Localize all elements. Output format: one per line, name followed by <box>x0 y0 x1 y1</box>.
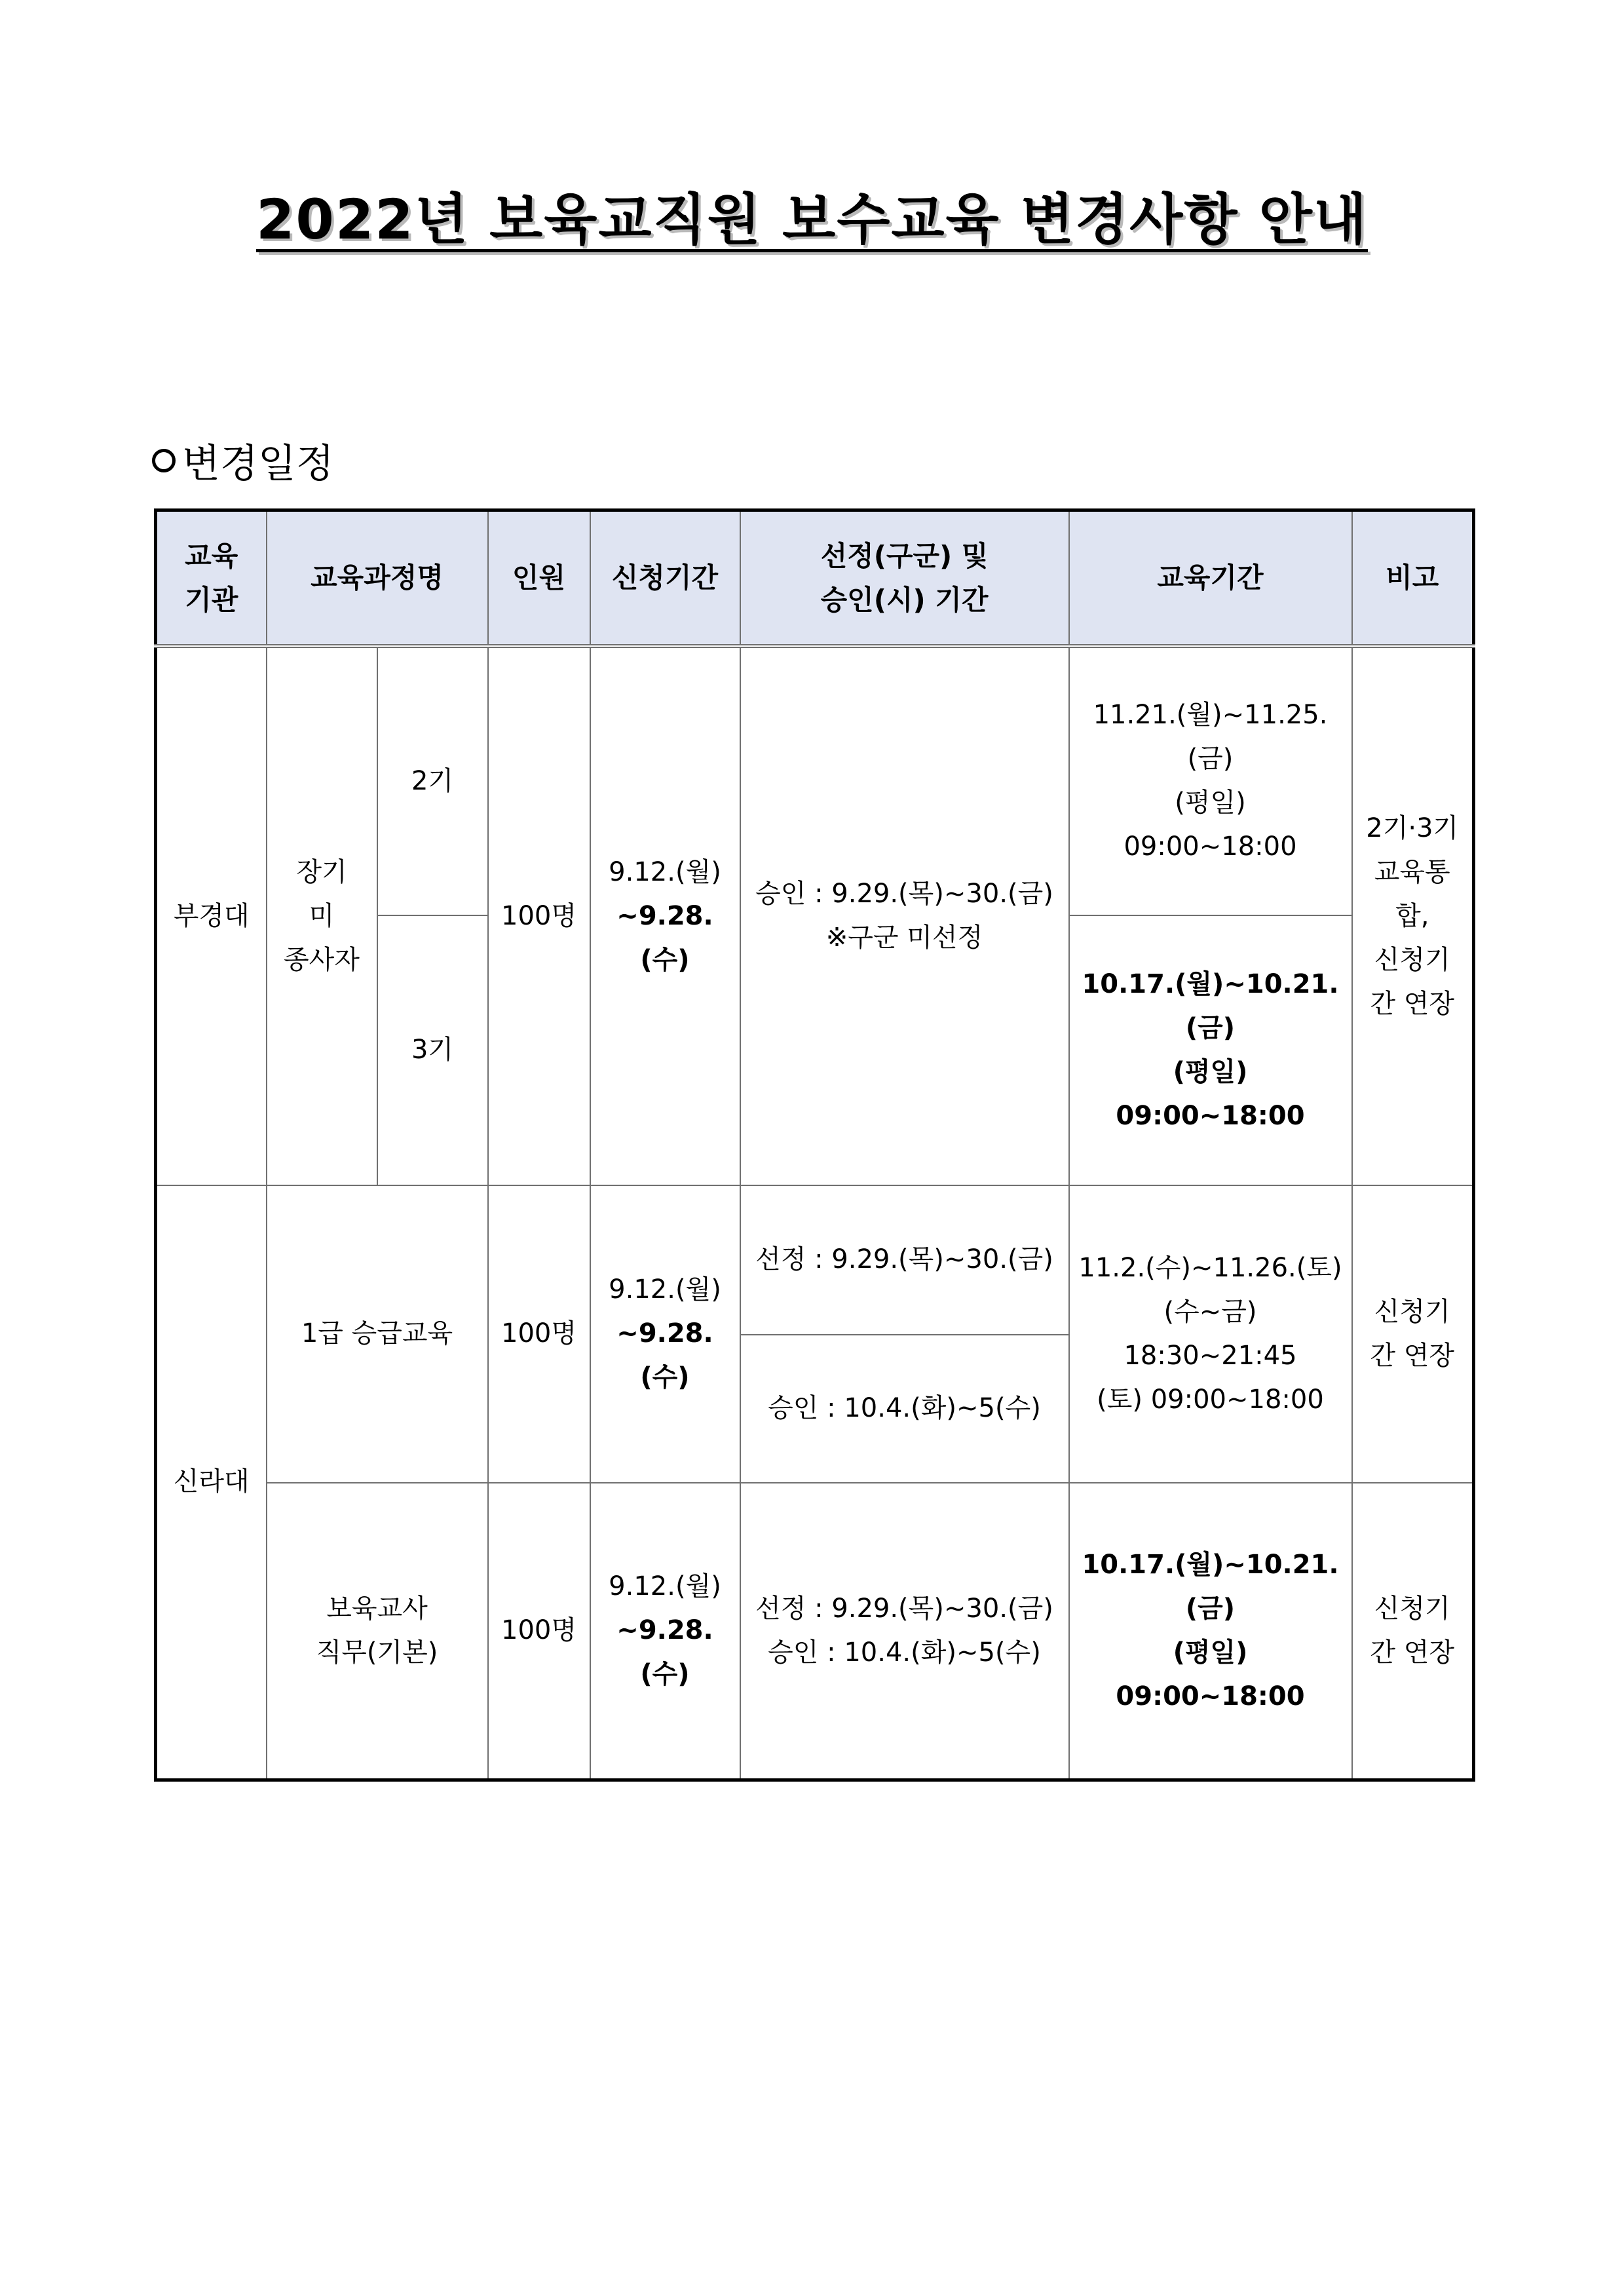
header-institution: 교육 기관 <box>156 510 267 646</box>
silla-course-2: 보육교사 직무(기본) <box>267 1483 488 1780</box>
silla-edu-period-2: 10.17.(월)~10.21.(금) (평일) 09:00~18:00 <box>1069 1483 1352 1780</box>
busan-apply-period: 9.12.(월) ~9.28.(수) <box>590 646 740 1185</box>
busan-approval: 승인 : 9.29.(목)~30.(금) ※구군 미선정 <box>740 646 1069 1185</box>
busan-note: 2기·3기 교육통 합, 신청기 간 연장 <box>1352 646 1474 1185</box>
busan-course: 장기 미 종사자 <box>267 646 377 1185</box>
silla-approval-1: 승인 : 10.4.(화)~5(수) <box>740 1335 1069 1483</box>
header-approval-period: 선정(구군) 및 승인(시) 기간 <box>740 510 1069 646</box>
schedule-table <box>154 508 1475 1782</box>
circle-bullet-icon <box>152 449 176 472</box>
silla-selection-1: 선정 : 9.29.(목)~30.(금) <box>740 1185 1069 1335</box>
table-row <box>156 646 1474 915</box>
header-apply-period: 신청기간 <box>590 510 740 646</box>
silla-edu-period-1: 11.2.(수)~11.26.(토) (수~금) 18:30~21:45 (토) 09:00~18:00 <box>1069 1185 1352 1483</box>
silla-note-2: 신청기 간 연장 <box>1352 1483 1474 1780</box>
busan-edu-period-3: 10.17.(월)~10.21.(금) (평일) 09:00~18:00 <box>1069 915 1352 1185</box>
silla-approval-2: 선정 : 9.29.(목)~30.(금) 승인 : 10.4.(화)~5(수) <box>740 1483 1069 1780</box>
page-title <box>0 176 1624 255</box>
silla-apply-period-1: 9.12.(월) ~9.28.(수) <box>590 1185 740 1483</box>
silla-apply-period-2: 9.12.(월) ~9.28.(수) <box>590 1483 740 1780</box>
silla-capacity-2: 100명 <box>488 1483 590 1780</box>
page-title-text: 2022년 보육교직원 보수교육 변경사항 안내 <box>255 187 1369 252</box>
table-header-row <box>156 510 1474 646</box>
header-edu-period: 교육기간 <box>1069 510 1352 646</box>
table-row <box>156 1185 1474 1335</box>
header-capacity: 인원 <box>488 510 590 646</box>
busan-cohort-2: 2기 <box>377 646 488 915</box>
section-heading-label: 변경일정 <box>182 441 334 487</box>
silla-course-1: 1급 승급교육 <box>267 1185 488 1483</box>
header-note: 비고 <box>1352 510 1474 646</box>
silla-institution: 신라대 <box>156 1185 267 1780</box>
silla-capacity-1: 100명 <box>488 1185 590 1483</box>
section-heading <box>152 432 334 489</box>
busan-edu-period-2: 11.21.(월)~11.25.(금) (평일) 09:00~18:00 <box>1069 646 1352 915</box>
table-row <box>156 1483 1474 1780</box>
silla-note-1: 신청기 간 연장 <box>1352 1185 1474 1483</box>
header-course: 교육과정명 <box>267 510 488 646</box>
busan-capacity: 100명 <box>488 646 590 1185</box>
busan-cohort-3: 3기 <box>377 915 488 1185</box>
busan-institution: 부경대 <box>156 646 267 1185</box>
